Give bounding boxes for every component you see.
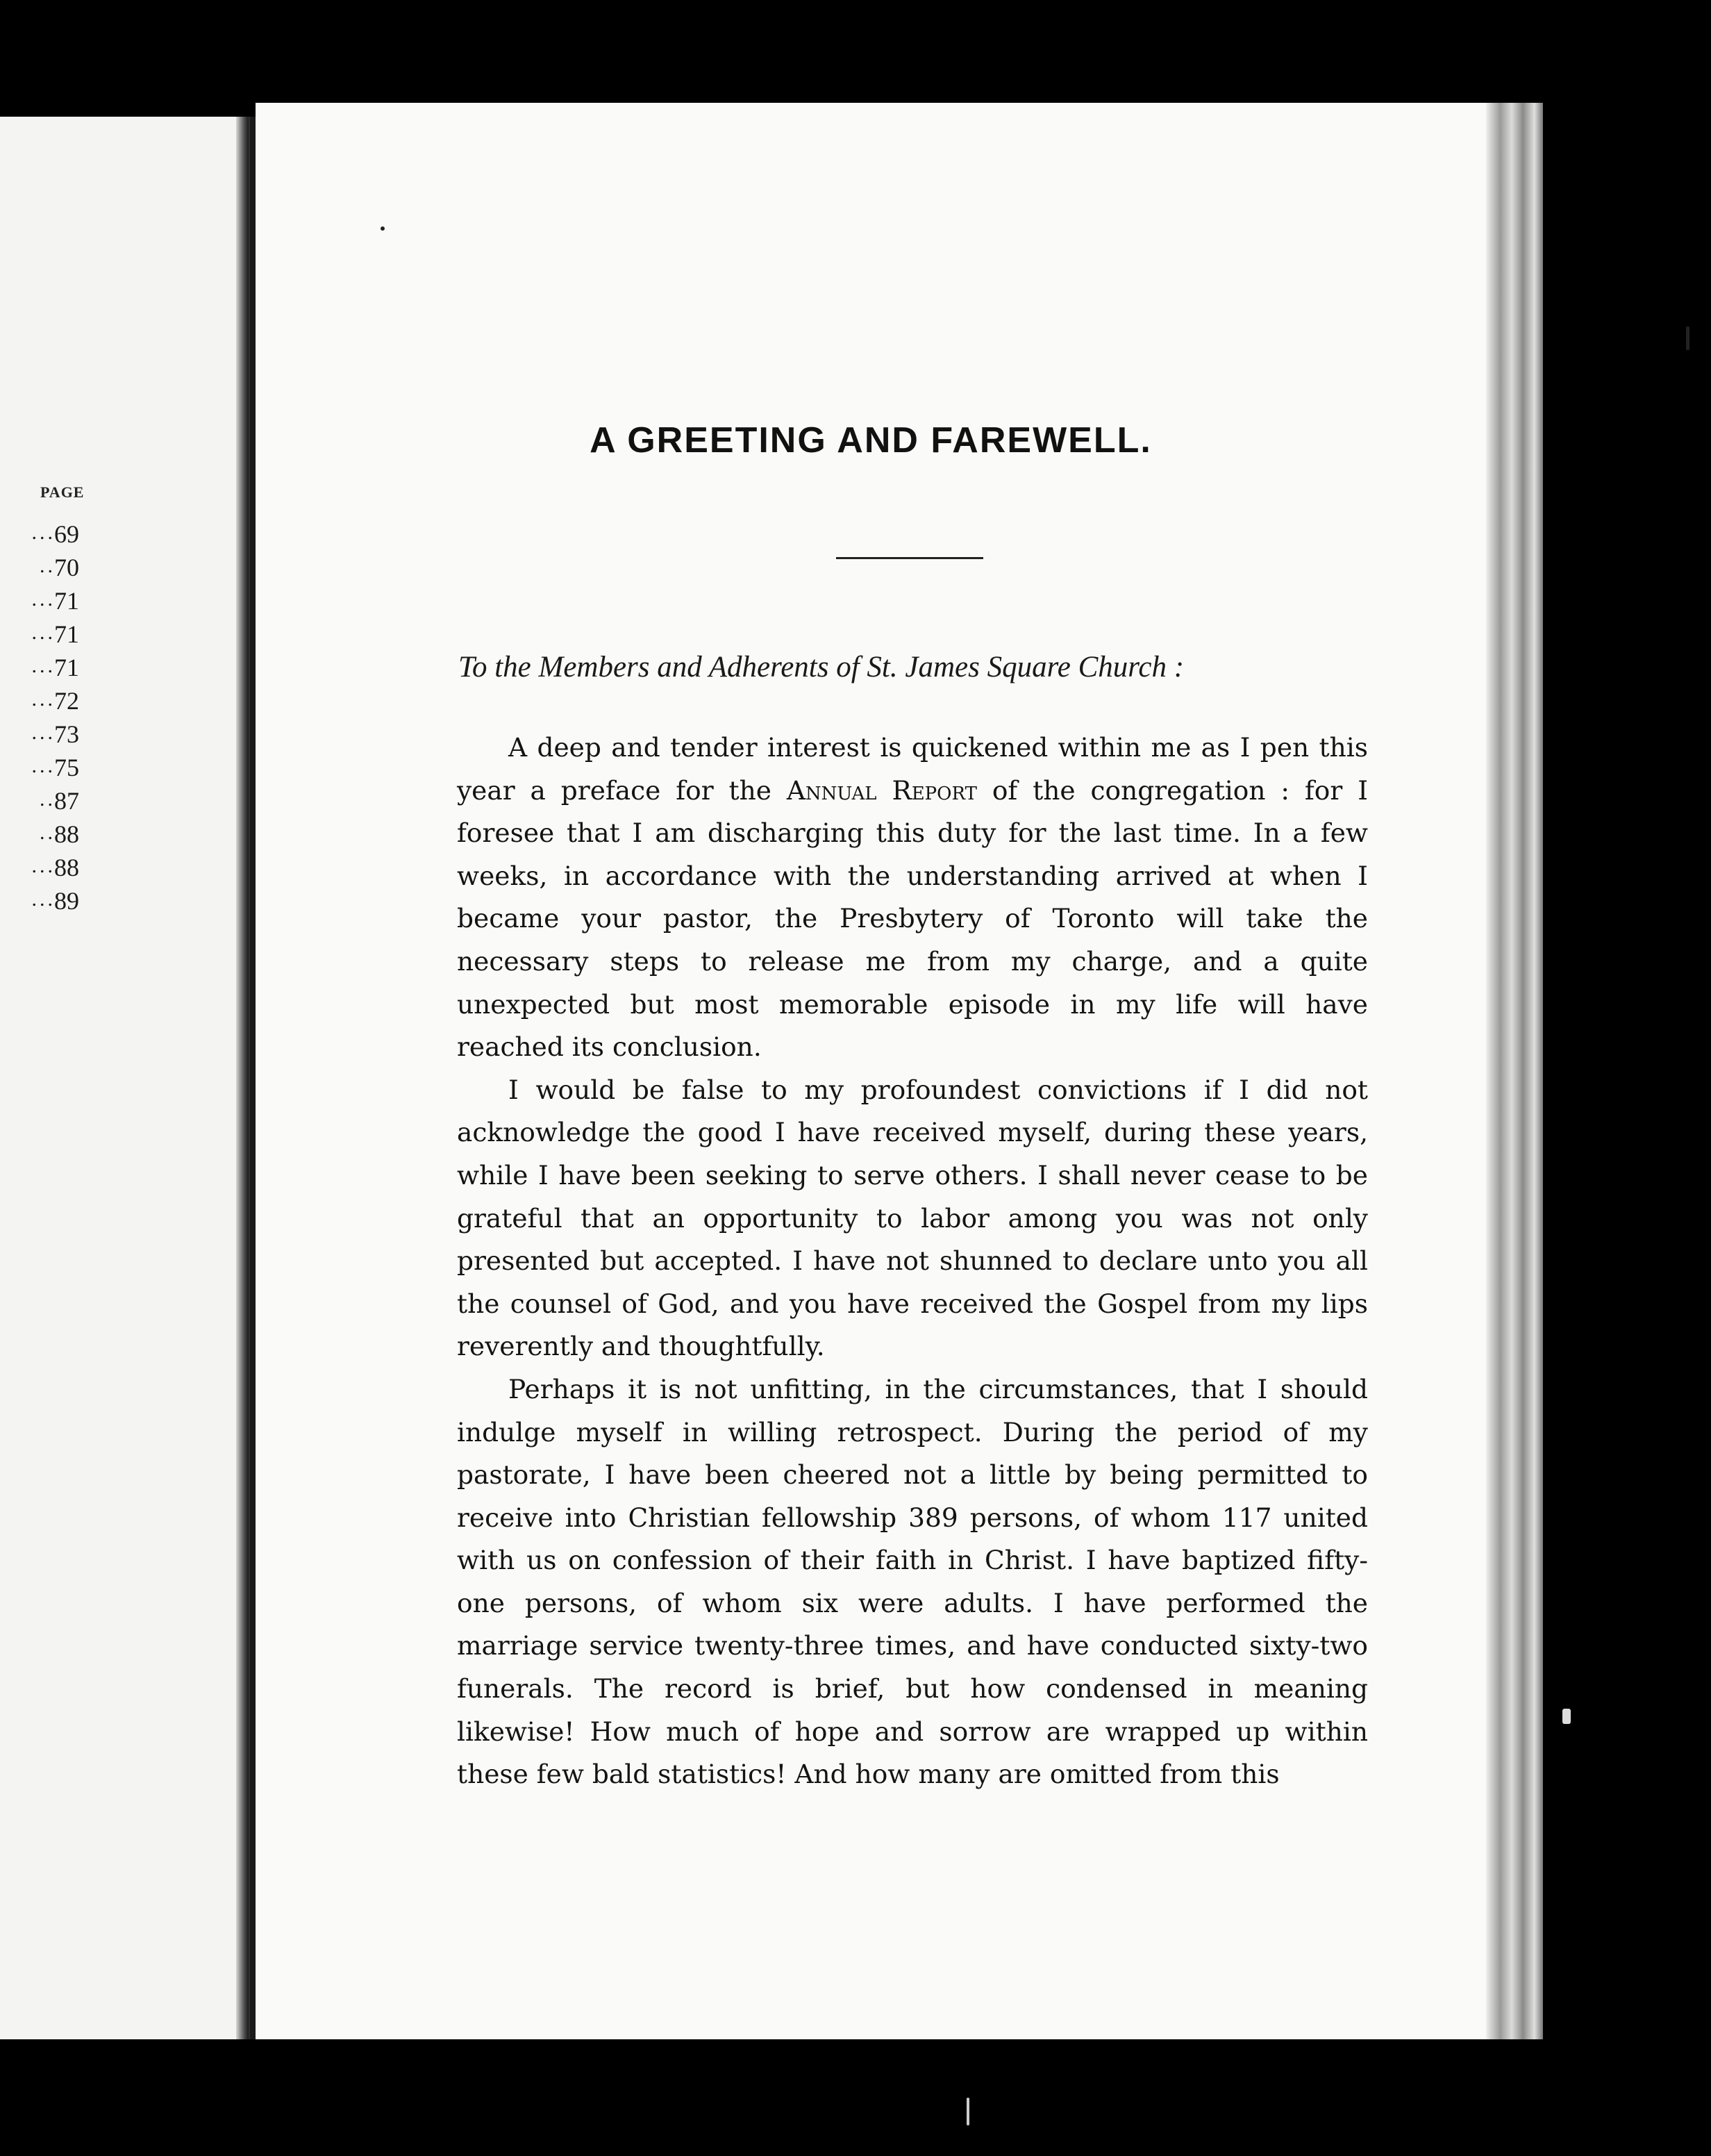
speck-mark <box>1562 1709 1571 1724</box>
letter-body <box>457 727 1368 1796</box>
annual-report-smallcaps: Annual Report <box>786 774 977 806</box>
toc-page-number: 70 <box>54 554 79 581</box>
toc-leader-dots: .. <box>40 821 56 844</box>
speck-mark <box>1686 326 1689 350</box>
paragraph-1-text-a: A deep and tender interest is quickened within me as I pen this year a preface for the <box>457 732 1368 806</box>
toc-row <box>0 520 97 553</box>
toc-page-number: 71 <box>54 654 79 681</box>
toc-row <box>0 786 97 820</box>
toc-page-number: 69 <box>54 520 79 548</box>
toc-page-number: 75 <box>54 754 79 781</box>
paragraph-1-text-b: of the congregation : for I foresee that I am discharging this duty for the last time. In a few weeks, in accordance with the understanding arrived at when I became your pastor, the Presbytery of Toronto will take the necessary steps to release me from my charge, and a quite unexpected but most memorable episode in my life will have reached its conclusion. <box>457 774 1369 1063</box>
paragraph-3 <box>457 1368 1368 1796</box>
toc-row <box>0 720 97 753</box>
toc-page-number: 89 <box>54 887 79 915</box>
page-edges <box>1486 103 1543 2039</box>
toc-leader-dots: ... <box>31 888 56 911</box>
left-page <box>0 117 244 2039</box>
toc-row <box>0 586 97 620</box>
paragraph-2-text: I would be false to my profoundest convictions if I did not acknowledge the good I have received myself, during these years, while I have been seeking to serve others. I shall never cease to be grateful that an opportunity to labor among you was not only presented but accepted. I have not shunned to declare unto you all the counsel of God, and you have received the Gospel from my lips reverently and thoughtfully. <box>457 1074 1368 1362</box>
toc-leader-dots: ... <box>31 654 56 677</box>
toc-page-heading: PAGE <box>40 483 85 501</box>
paragraph-3-text: Perhaps it is not unfitting, in the circumstances, that I should indulge myself in willing retrospect. During the period of my pastorate, I have been cheered not a little by being permitted to receive into Christian fellowship 389 persons, of whom 117 united with us on confession of their faith in Christ. I have baptized fifty-one persons, of whom six were adults. I have performed the marriage service twenty-three times, and have conducted sixty-two funerals. The record is brief, but how condensed in meaning likewise! How much of hope and sorrow are wrapped up within these few bald statistics! And how many are omitted from this <box>457 1373 1368 1790</box>
toc-page-number: 88 <box>54 820 79 848</box>
toc-leader-dots: ... <box>31 688 56 711</box>
toc-page-number: 73 <box>54 720 79 748</box>
toc-page-number: 87 <box>54 787 79 815</box>
toc-page-number: 71 <box>54 587 79 615</box>
salutation: To the Members and Adherents of St. James Square Church : <box>458 651 1185 683</box>
toc-leader-dots: .. <box>40 554 56 577</box>
toc-page-list <box>0 520 97 920</box>
toc-leader-dots: .. <box>40 788 56 811</box>
toc-leader-dots: ... <box>31 621 56 644</box>
toc-row <box>0 753 97 786</box>
toc-leader-dots: ... <box>31 588 56 611</box>
toc-row <box>0 853 97 886</box>
toc-row <box>0 653 97 686</box>
toc-page-number: 88 <box>54 854 79 881</box>
toc-leader-dots: ... <box>31 754 56 777</box>
speck-mark <box>967 2098 969 2125</box>
toc-row <box>0 686 97 720</box>
toc-page-number: 72 <box>54 687 79 715</box>
paragraph-2 <box>457 1069 1368 1368</box>
page-title: A GREETING AND FAREWELL. <box>590 420 1152 461</box>
toc-row <box>0 886 97 920</box>
toc-row <box>0 820 97 853</box>
toc-row <box>0 553 97 586</box>
paragraph-1 <box>457 727 1368 1069</box>
toc-leader-dots: ... <box>31 854 56 877</box>
toc-page-number: 71 <box>54 620 79 648</box>
speck-mark <box>381 226 385 231</box>
toc-leader-dots: ... <box>31 521 56 544</box>
toc-row <box>0 620 97 653</box>
title-divider <box>836 557 983 559</box>
toc-leader-dots: ... <box>31 721 56 744</box>
